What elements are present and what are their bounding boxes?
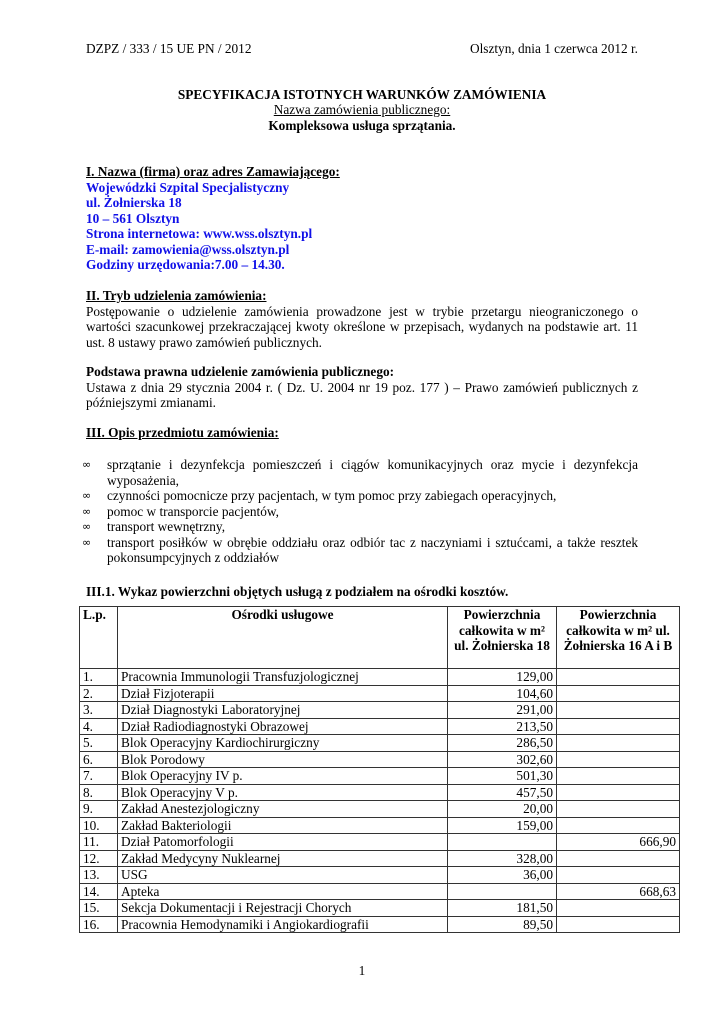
area-zolnierska-18: 328,00 [448, 850, 557, 867]
column-header-lp: L.p. [80, 607, 118, 669]
list-item: ∞ transport wewnętrzny, [82, 519, 226, 534]
area-zolnierska-16 [557, 867, 680, 884]
row-number: 7. [80, 768, 118, 785]
row-number: 3. [80, 702, 118, 719]
table-row [80, 718, 680, 735]
table-row [80, 735, 680, 752]
table-row [80, 768, 680, 785]
document-reference: DZPZ / 333 / 15 UE PN / 2012 [86, 41, 252, 56]
area-zolnierska-18: 457,50 [448, 784, 557, 801]
cost-center-name: Blok Operacyjny IV p. [118, 768, 448, 785]
cost-center-name: Blok Operacyjny Kardiochirurgiczny [118, 735, 448, 752]
cost-center-name: Blok Porodowy [118, 751, 448, 768]
table-row [80, 850, 680, 867]
cost-center-name: Zakład Bakteriologii [118, 817, 448, 834]
row-number: 4. [80, 718, 118, 735]
table-row [80, 817, 680, 834]
cost-center-name: Dział Fizjoterapii [118, 685, 448, 702]
table-row [80, 900, 680, 917]
section-contracting-authority [86, 164, 638, 273]
area-zolnierska-18: 213,50 [448, 718, 557, 735]
area-zolnierska-16 [557, 751, 680, 768]
cost-center-area-table [79, 606, 680, 933]
row-number: 8. [80, 784, 118, 801]
document-title: SPECYFIKACJA ISTOTNYCH WARUNKÓW ZAMÓWIENIA [177, 87, 547, 102]
area-zolnierska-18: 286,50 [448, 735, 557, 752]
cost-center-name: Blok Operacyjny V p. [118, 784, 448, 801]
infinity-bullet-icon: ∞ [82, 504, 92, 518]
row-number: 9. [80, 801, 118, 818]
authority-street: ul. Żołnierska 18 [86, 195, 182, 210]
area-zolnierska-16 [557, 817, 680, 834]
area-zolnierska-18: 501,30 [448, 768, 557, 785]
area-zolnierska-16 [557, 900, 680, 917]
area-zolnierska-16 [557, 768, 680, 785]
scope-list [82, 457, 638, 566]
cost-center-name: Apteka [118, 883, 448, 900]
row-number: 6. [80, 751, 118, 768]
row-number: 10. [80, 817, 118, 834]
infinity-bullet-icon: ∞ [82, 520, 92, 533]
section-3-heading: III. Opis przedmiotu zamówienia: [86, 425, 279, 440]
area-zolnierska-16 [557, 850, 680, 867]
page-number: 1 [358, 963, 366, 978]
area-zolnierska-16 [557, 702, 680, 719]
list-item: ∞ pomoc w transporcie pacjentów, [82, 503, 279, 519]
row-number: 15. [80, 900, 118, 917]
column-header-area-zolnierska-16: Powierzchnia całkowita w m² ul. Żołnierska 16 A i B [557, 607, 680, 669]
area-zolnierska-18: 181,50 [448, 900, 557, 917]
cost-center-name: Dział Diagnostyki Laboratoryjnej [118, 702, 448, 719]
section-legal-basis [86, 364, 638, 411]
cost-center-name: Dział Radiodiagnostyki Obrazowej [118, 718, 448, 735]
area-zolnierska-18: 159,00 [448, 817, 557, 834]
row-number: 2. [80, 685, 118, 702]
authority-name: Wojewódzki Szpital Specjalistyczny [86, 179, 290, 195]
area-zolnierska-18: 89,50 [448, 916, 557, 933]
cost-center-name: Pracownia Hemodynamiki i Angiokardiografii [118, 916, 448, 933]
area-zolnierska-18: 20,00 [448, 801, 557, 818]
area-zolnierska-18 [448, 883, 557, 900]
list-item: ∞ transport posiłków w obrębie oddziału oraz odbiór tac z naczyniami i sztućcami, a także resztek pokonsumpcyjnych z oddziałów [82, 534, 638, 565]
section-1-heading: I. Nazwa (firma) oraz adres Zamawiającego: [86, 164, 340, 179]
row-number: 1. [80, 669, 118, 686]
table-row [80, 867, 680, 884]
table-row [80, 685, 680, 702]
cost-center-name: Dział Patomorfologii [118, 834, 448, 851]
area-zolnierska-18: 104,60 [448, 685, 557, 702]
cost-center-name: Pracownia Immunologii Transfuzjologicznej [118, 669, 448, 686]
cost-center-name: Sekcja Dokumentacji i Rejestracji Chorych [118, 900, 448, 917]
infinity-bullet-icon: ∞ [82, 535, 92, 549]
table-row [80, 801, 680, 818]
area-zolnierska-16: 668,63 [557, 883, 680, 900]
legal-basis-text: Ustawa z dnia 29 stycznia 2004 r. ( Dz. U. 2004 nr 19 poz. 177 ) – Prawo zamówień publicznych z późniejszymi zmianami. [86, 379, 638, 410]
list-item: ∞ sprzątanie i dezynfekcja pomieszczeń i ciągów komunikacyjnych oraz mycie i dezynfekcja wyposażenia, [82, 457, 638, 488]
area-zolnierska-16: 666,90 [557, 834, 680, 851]
row-number: 11. [80, 834, 118, 851]
table-row [80, 669, 680, 686]
authority-website: Strona internetowa: www.wss.olsztyn.pl [86, 226, 313, 241]
row-number: 13. [80, 867, 118, 884]
section-3-1-heading: III.1. Wykaz powierzchni objętych usługą z podziałem na ośrodki kosztów. [86, 584, 509, 599]
area-zolnierska-16 [557, 669, 680, 686]
table-header-row [80, 607, 680, 669]
authority-email: E-mail: zamowienia@wss.olsztyn.pl [86, 241, 290, 257]
area-zolnierska-16 [557, 801, 680, 818]
cost-center-name: Zakład Medycyny Nuklearnej [118, 850, 448, 867]
area-zolnierska-16 [557, 735, 680, 752]
area-zolnierska-18: 291,00 [448, 702, 557, 719]
section-2-heading: II. Tryb udzielenia zamówienia: [86, 288, 267, 303]
authority-city: 10 – 561 Olsztyn [86, 210, 180, 226]
row-number: 14. [80, 883, 118, 900]
area-zolnierska-18: 36,00 [448, 867, 557, 884]
row-number: 16. [80, 916, 118, 933]
section-procedure [86, 288, 638, 350]
row-number: 5. [80, 735, 118, 752]
infinity-bullet-icon: ∞ [82, 489, 92, 502]
column-header-area-zolnierska-18: Powierzchnia całkowita w m² ul. Żołnierska 18 [448, 607, 557, 669]
area-zolnierska-16 [557, 916, 680, 933]
cost-center-name: USG [118, 867, 448, 884]
area-zolnierska-18: 302,60 [448, 751, 557, 768]
authority-office-hours: Godziny urzędowania:7.00 – 14.30. [86, 257, 285, 272]
area-zolnierska-16 [557, 718, 680, 735]
table-row [80, 834, 680, 851]
table-row [80, 916, 680, 933]
table-row [80, 784, 680, 801]
document-subtitle: Nazwa zamówienia publicznego: [273, 102, 451, 117]
table-row [80, 702, 680, 719]
row-number: 12. [80, 850, 118, 867]
list-item: ∞ czynności pomocnicze przy pacjentach, w tym pomoc przy zabiegach operacyjnych, [82, 488, 557, 503]
table-row [80, 883, 680, 900]
column-header-cost-center: Ośrodki usługowe [118, 607, 448, 669]
place-and-date: Olsztyn, dnia 1 czerwca 2012 r. [469, 41, 638, 56]
cost-center-name: Zakład Anestezjologiczny [118, 801, 448, 818]
area-zolnierska-16 [557, 685, 680, 702]
order-subject: Kompleksowa usługa sprzątania. [268, 118, 456, 133]
procedure-text: Postępowanie o udzielenie zamówienia prowadzone jest w trybie przetargu nieograniczonego o wartości szacunkowej przekraczającej kwoty określone w przepisach, wydanych na podstawie art. 11 ust. 8 ustawy prawo zamówień publicznych. [86, 303, 638, 350]
infinity-bullet-icon: ∞ [82, 458, 92, 471]
table-row [80, 751, 680, 768]
legal-basis-heading: Podstawa prawna udzielenie zamówienia publicznego: [86, 364, 395, 379]
area-zolnierska-18: 129,00 [448, 669, 557, 686]
area-zolnierska-18 [448, 834, 557, 851]
area-zolnierska-16 [557, 784, 680, 801]
